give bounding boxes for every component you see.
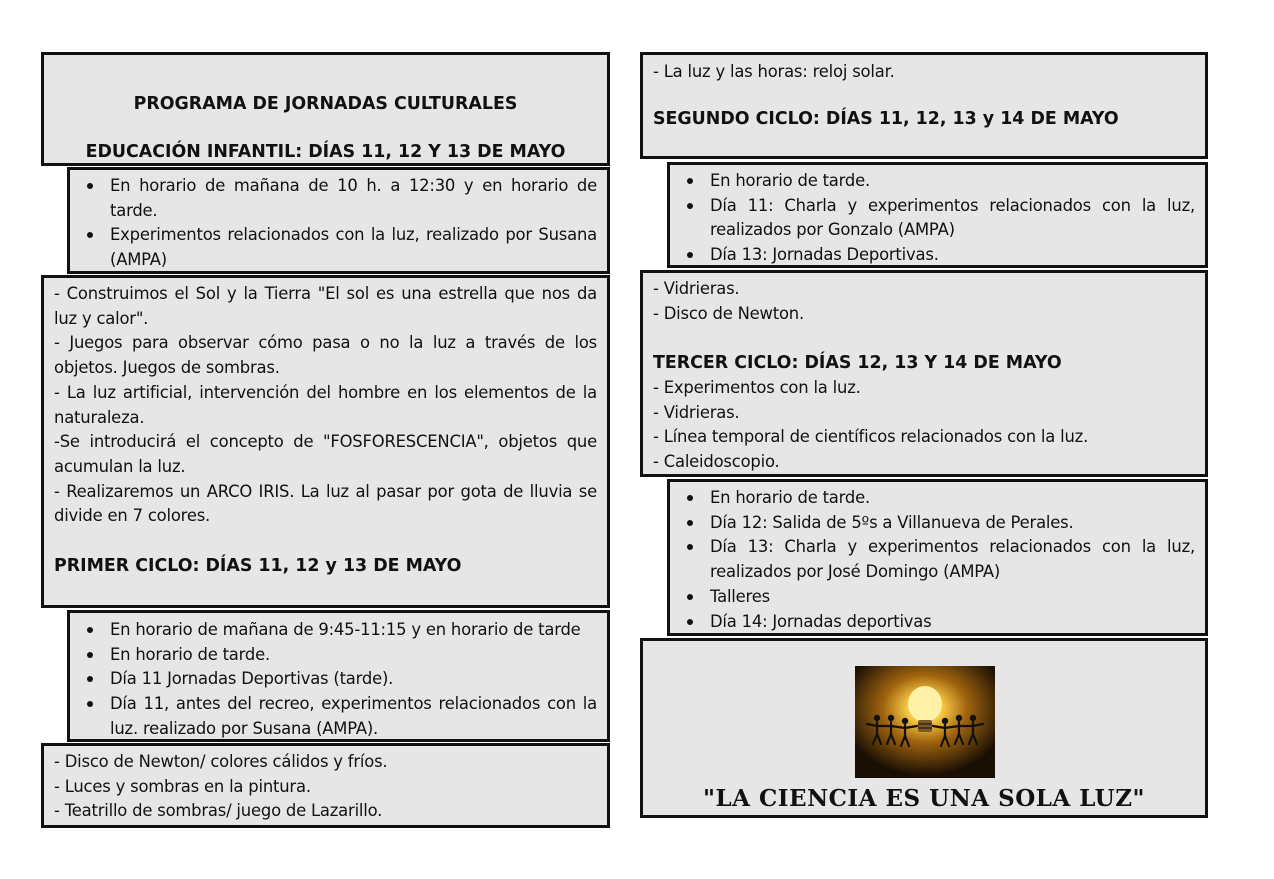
activity-line: - Línea temporal de científicos relacionados con la luz. <box>653 427 1089 447</box>
tercer-bullet-list <box>674 486 1195 634</box>
list-item: Día 11 Jornadas Deportivas (tarde). <box>110 667 597 692</box>
activity-line: - Construimos el Sol y la Tierra "El sol es una estrella que nos da luz y calor". <box>54 284 597 328</box>
activity-line: - Disco de Newton/ colores cálidos y fríos. <box>54 752 388 771</box>
motto-text: "LA CIENCIA ES UNA SOLA LUZ" <box>702 785 1146 812</box>
list-item: Día 13: Jornadas Deportivas. <box>710 243 1195 268</box>
segundo-heading-box <box>640 52 1208 159</box>
infantil-activities-box <box>41 275 610 608</box>
infantil-heading: EDUCACIÓN INFANTIL: DÍAS 11, 12 Y 13 DE MAYO <box>85 142 566 162</box>
list-item: Día 14: Jornadas deportivas <box>710 610 1195 635</box>
segundo-heading: SEGUNDO CICLO: DÍAS 11, 12, 13 y 14 DE MAYO <box>653 108 1119 129</box>
list-item: En horario de tarde. <box>710 169 1195 194</box>
segundo-bullets-box <box>667 162 1208 268</box>
tercer-heading: TERCER CICLO: DÍAS 12, 13 Y 14 DE MAYO <box>653 353 1062 374</box>
list-item: Día 12: Salida de 5ºs a Villanueva de Perales. <box>710 511 1195 536</box>
activity-line: - Vidrieras. <box>653 279 740 298</box>
list-item: Día 11, antes del recreo, experimentos relacionados con la luz. realizado por Susana (AMPA). <box>110 692 597 741</box>
activity-line: - Juegos para observar cómo pasa o no la luz a través de los objetos. Juegos de sombras. <box>54 333 597 378</box>
primer-bullet-list <box>74 618 597 742</box>
activity-line: - Caleidoscopio. <box>653 451 780 471</box>
activity-line: -Se introducirá el concepto de "FOSFORESCENCIA", objetos que acumulan la luz. <box>54 432 597 476</box>
activity-line: - Realizaremos un ARCO IRIS. La luz al pasar por gota de lluvia se divide en 7 colores. <box>54 481 597 526</box>
list-item: En horario de mañana de 9:45-11:15 y en horario de tarde <box>110 618 597 643</box>
segundo-bullet-list <box>674 169 1195 268</box>
primer-heading: PRIMER CICLO: DÍAS 11, 12 y 13 DE MAYO <box>54 555 462 576</box>
activity-line: - Disco de Newton. <box>653 303 804 323</box>
tercer-bullets-box <box>667 479 1208 636</box>
tercer-activities-box <box>640 270 1208 477</box>
activity-line: - Teatrillo de sombras/ juego de Lazarillo. <box>54 801 383 821</box>
lightbulb-people-illustration <box>855 666 995 778</box>
activity-line: - Vidrieras. <box>653 402 740 422</box>
list-item: Experimentos relacionados con la luz, realizado por Susana (AMPA) <box>110 223 597 272</box>
list-item: En horario de tarde. <box>110 643 597 668</box>
list-item: En horario de tarde. <box>710 486 1195 511</box>
primer-bullets-box <box>67 610 610 742</box>
list-item: Talleres <box>710 585 1195 610</box>
motto-box <box>640 638 1208 818</box>
primer-activities-box <box>41 743 610 828</box>
infantil-bullets-box <box>67 167 610 274</box>
activity-line: - La luz y las horas: reloj solar. <box>653 62 895 81</box>
activity-line: - Luces y sombras en la pintura. <box>54 776 311 796</box>
list-item: En horario de mañana de 10 h. a 12:30 y en horario de tarde. <box>110 174 597 223</box>
list-item: Día 11: Charla y experimentos relacionados con la luz, realizados por Gonzalo (AMPA) <box>710 194 1195 243</box>
program-title: PROGRAMA DE JORNADAS CULTURALES <box>133 94 518 114</box>
activity-line: - Experimentos con la luz. <box>653 377 861 397</box>
title-box <box>41 52 610 166</box>
list-item: Día 13: Charla y experimentos relacionados con la luz, realizados por José Domingo (AMPA) <box>710 535 1195 584</box>
infantil-bullet-list <box>74 174 597 273</box>
activity-line: - La luz artificial, intervención del hombre en los elementos de la naturaleza. <box>54 382 597 427</box>
